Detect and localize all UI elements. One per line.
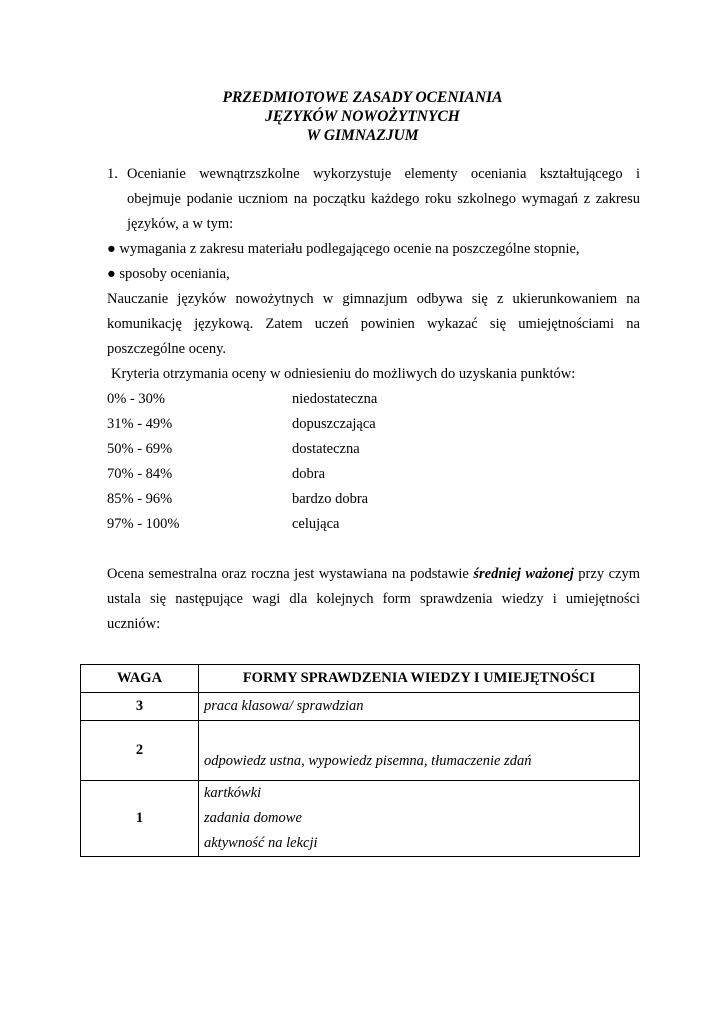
grade-name: celująca [292,516,340,532]
bullet-item: ● wymagania z zakresu materiału podlegającego ocenie na poszczególne stopnie, [107,241,580,257]
grade-name: bardzo dobra [292,491,369,507]
grade-name: dopuszczająca [292,416,376,432]
header-weight: WAGA [81,665,199,693]
table-row [81,781,640,857]
grade-name: niedostateczna [292,391,378,407]
intro-line-2: komunikację językową. Zatem uczeń powinien wykazać się umiejętnościami na [107,316,640,332]
title-line-2: JĘZYKÓW NOWOŻYTNYCH [265,108,460,125]
intro-line-3: poszczególne oceny. [107,341,227,357]
point-1-line-3: języków, a w tym: [127,216,234,232]
title-line-1: PRZEDMIOTOWE ZASADY OCENIANIA [222,89,503,106]
weight-cell: 2 [81,721,199,781]
forms-cell: praca klasowa/ sprawdzian [199,693,640,721]
document-title [0,88,725,145]
form-item: kartkówki [204,785,262,801]
grade-row [107,437,640,462]
grade-name: dostateczna [292,441,360,457]
criteria-heading: Kryteria otrzymania oceny w odniesieniu do możliwych do uzyskania punktów: [111,366,576,382]
grade-range: 0% - 30% [107,391,165,407]
grade-range: 97% - 100% [107,516,180,532]
weighted-line-3: uczniów: [107,616,161,632]
form-item: zadania domowe [204,810,302,826]
spacer [107,537,640,562]
header-forms: FORMY SPRAWDZENIA WIEDZY I UMIEJĘTNOŚCI [199,665,640,693]
grade-range: 31% - 49% [107,416,173,432]
grade-row [107,512,640,537]
weight-cell: 1 [81,781,199,857]
grade-row [107,487,640,512]
forms-cell [199,781,640,857]
weights-table [80,664,640,857]
grade-range: 70% - 84% [107,466,173,482]
grade-row [107,462,640,487]
form-item: aktywność na lekcji [204,835,318,851]
table-header-row [81,665,640,693]
weighted-average-emphasis: średniej ważonej [473,566,574,582]
bullet-item: ● sposoby oceniania, [107,266,230,282]
document-body [107,162,640,637]
intro-line-1: Nauczanie języków nowożytnych w gimnazjum odbywa się z ukierunkowaniem na [107,291,640,307]
weight-cell: 3 [81,693,199,721]
table-row [81,721,640,781]
point-1-line-1: 1. Ocenianie wewnątrzszkolne wykorzystuje elementy oceniania kształtującego i [107,162,640,187]
point-1-number: 1. [107,166,118,182]
weighted-line-2: ustala się następujące wagi dla kolejnych form sprawdzenia wiedzy i umiejętności [107,591,640,607]
table-row [81,693,640,721]
grade-range: 85% - 96% [107,491,173,507]
weighted-line-1: Ocena semestralna oraz roczna jest wystawiana na podstawie średniej ważonej przy czym [107,566,641,582]
title-line-3: W GIMNAZJUM [306,127,419,144]
grade-name: dobra [292,466,326,482]
forms-cell: odpowiedz ustna, wypowiedz pisemna, tłumaczenie zdań [199,721,640,781]
grade-row [107,387,640,412]
point-1-line-2: obejmuje podanie uczniom na początku każdego roku szkolnego wymagań z zakresu [127,191,640,207]
grade-row [107,412,640,437]
grade-range: 50% - 69% [107,441,173,457]
